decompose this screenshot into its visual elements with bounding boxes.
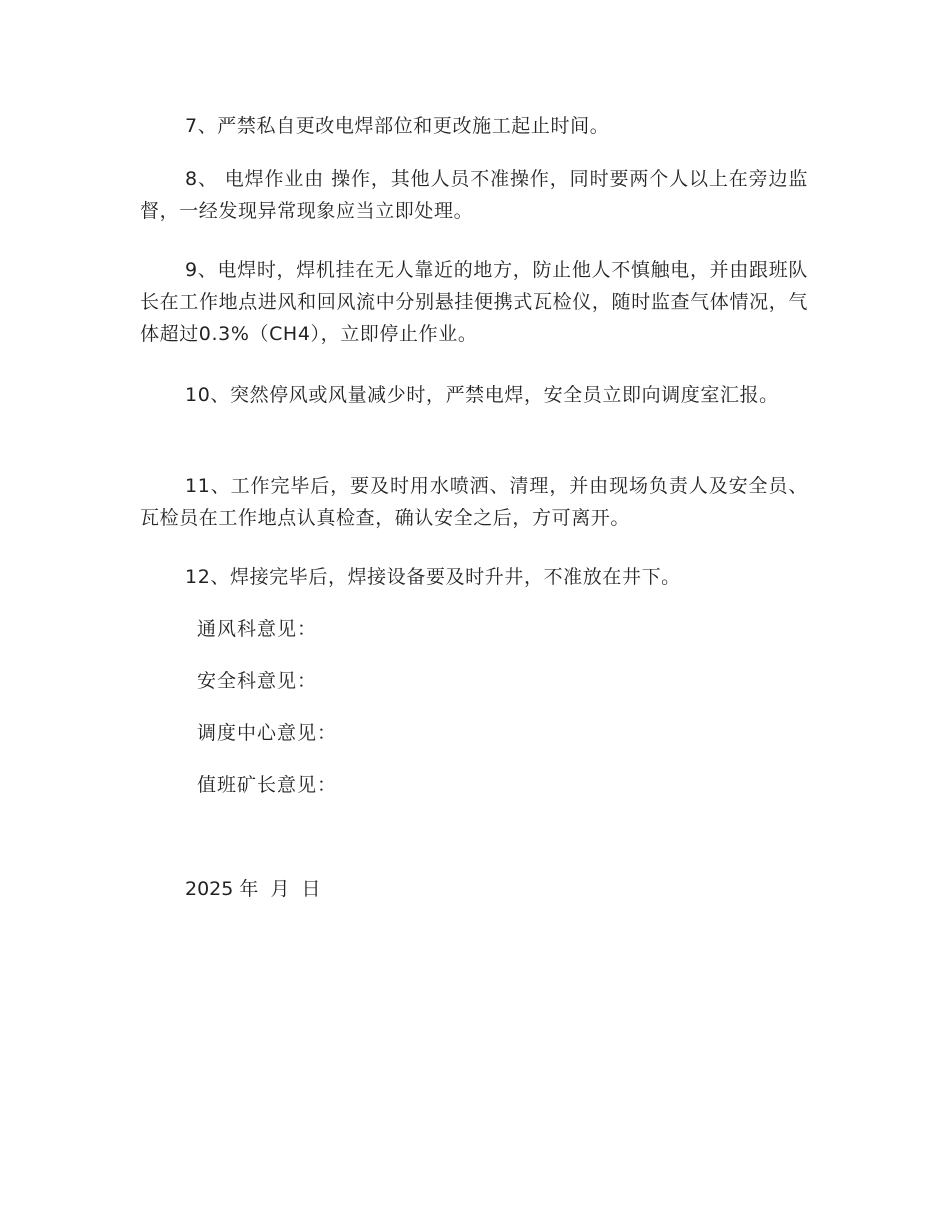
ventilation-dept-opinion-label: 通风科意见：	[197, 618, 318, 640]
rule-item-8: 8、 电焊作业由 操作，其他人员不准操作，同时要两个人以上在旁边监督，一经发现异常现象应当立即处理。	[140, 168, 808, 222]
rule-item-11: 11、工作完毕后，要及时用水喷洒、清理，并由现场负责人及安全员、瓦检员在工作地点认真检查，确认安全之后，方可离开。	[140, 475, 808, 529]
rule-item-7: 7、严禁私自更改电焊部位和更改施工起止时间。	[185, 115, 610, 137]
duty-mine-manager-opinion-label: 值班矿长意见：	[197, 774, 338, 796]
safety-dept-opinion-label: 安全科意见：	[197, 670, 318, 692]
rule-item-10: 10、突然停风或风量减少时，严禁电焊，安全员立即向调度室汇报。	[185, 384, 779, 406]
dispatch-center-opinion-label: 调度中心意见：	[197, 722, 338, 744]
rule-item-9: 9、电焊时，焊机挂在无人靠近的地方，防止他人不慎触电，并由跟班队长在工作地点进风和回风流中分别悬挂便携式瓦检仪，随时监查气体情况，气体超过0.3%（CH4），立即停止作业。	[140, 259, 808, 345]
signature-date: 2025 年 月 日	[185, 878, 321, 900]
rule-item-12: 12、焊接完毕后，焊接设备要及时升井，不准放在井下。	[185, 566, 681, 588]
